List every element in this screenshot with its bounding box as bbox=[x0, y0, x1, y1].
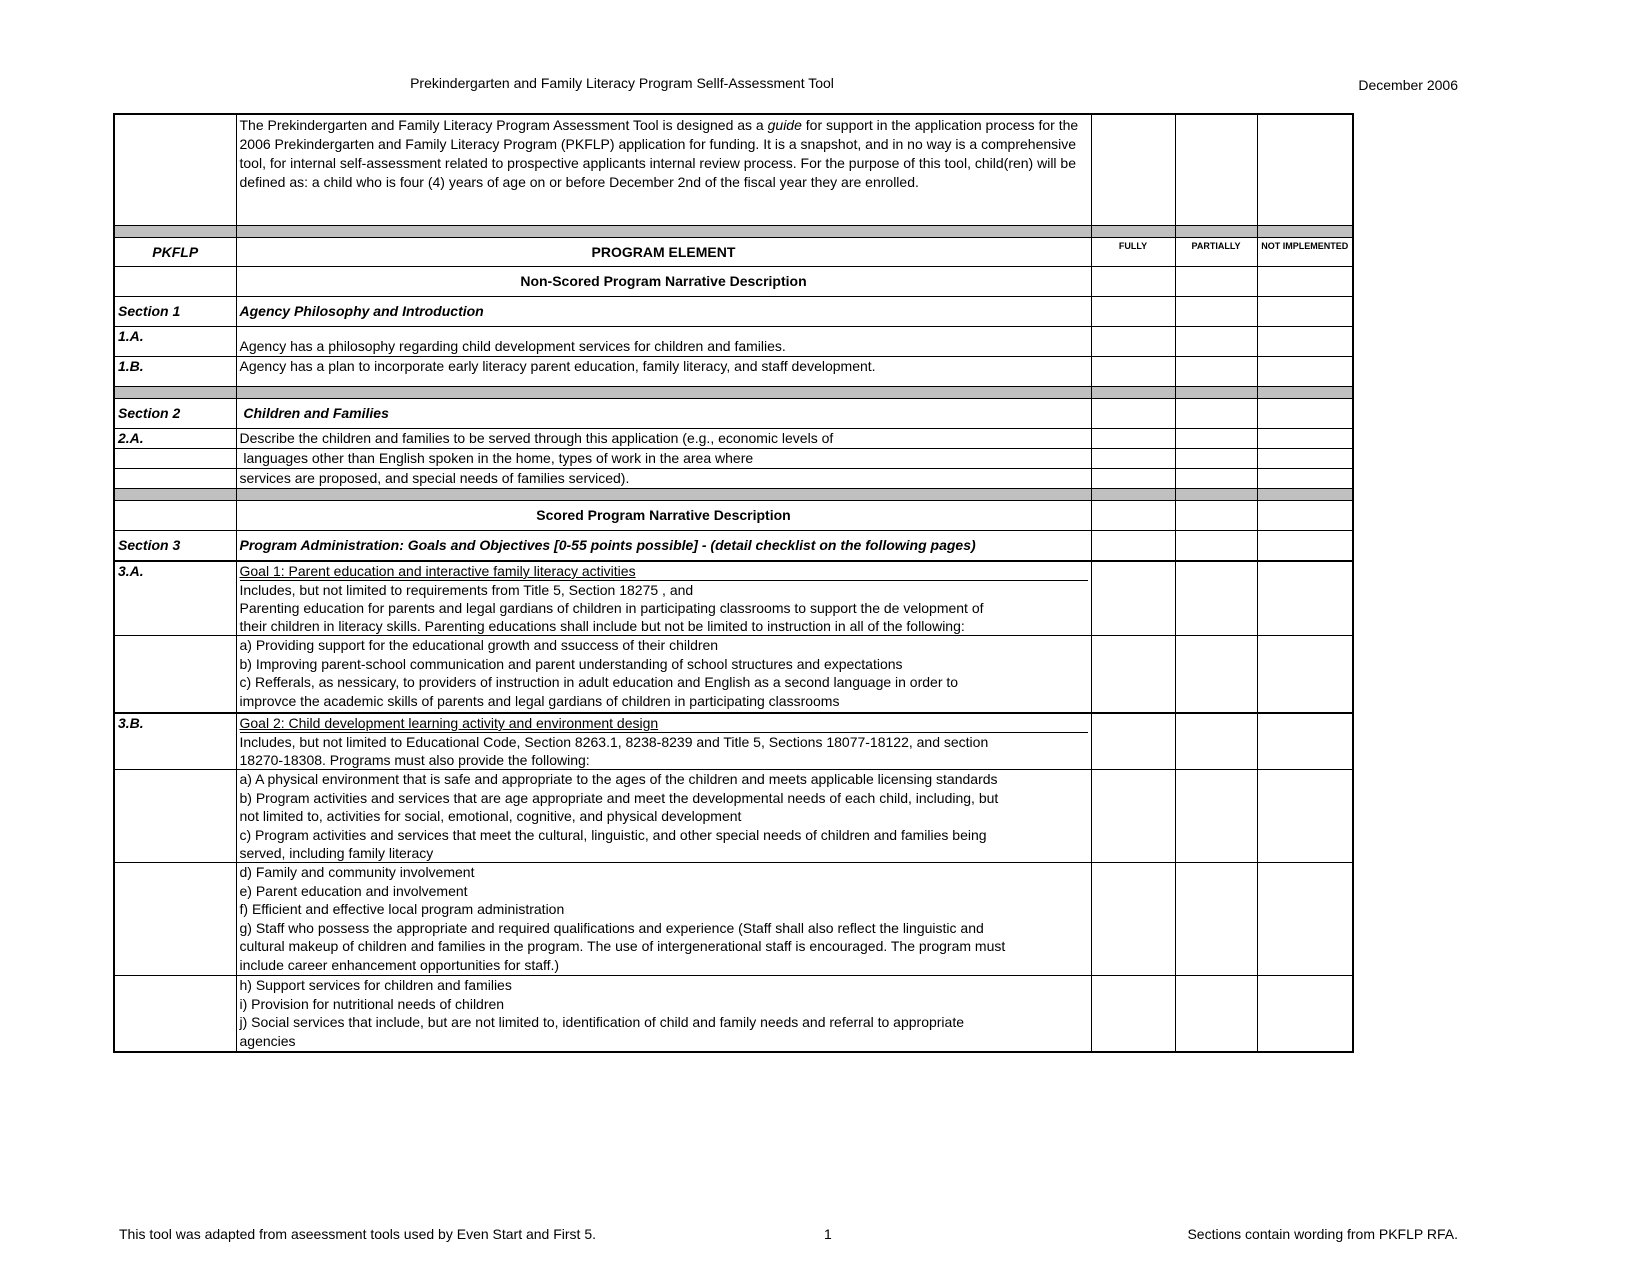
goal1-block bbox=[236, 561, 1091, 636]
goal1-line: Parenting education for parents and legal gardians of children in participating classrooms to support the de velopment of bbox=[239, 600, 984, 616]
goal2-item: include career enhancement opportunities for staff.) bbox=[239, 956, 560, 973]
row-2a-label: 2.A. bbox=[114, 429, 236, 449]
scored-heading: Scored Program Narrative Description bbox=[236, 501, 1091, 531]
gray-separator bbox=[114, 489, 1353, 501]
col-partially: PARTIALLY bbox=[1175, 238, 1257, 267]
goal1-item: c) Refferals, as nessicary, to providers of instruction in adult education and English as a second language in order to bbox=[239, 674, 959, 690]
col-program-element: PROGRAM ELEMENT bbox=[236, 238, 1091, 267]
goal2-item: f) Efficient and effective local program administration bbox=[239, 901, 565, 917]
goal2-line: 18270-18308. Programs must also provide the following: bbox=[239, 752, 590, 768]
goal2-items-abc bbox=[236, 770, 1091, 863]
goal2-item: not limited to, activities for social, emotional, cognitive, and physical development bbox=[239, 808, 742, 824]
row-3b-items bbox=[114, 976, 1353, 1053]
footer-source: Sections contain wording from PKFLP RFA. bbox=[1187, 1226, 1458, 1242]
goal2-item: cultural makeup of children and families in the program. The use of intergenerational staff is encouraged. The program must bbox=[239, 938, 1006, 954]
row-1a-text: Agency has a philosophy regarding child development services for children and families. bbox=[236, 327, 1091, 357]
row-2a-cont bbox=[114, 469, 1353, 489]
gray-separator bbox=[114, 387, 1353, 399]
page-header-date: December 2006 bbox=[1358, 77, 1458, 93]
footer-note: This tool was adapted from aseessment tools used by Even Start and First 5. bbox=[119, 1226, 597, 1242]
row-2a-line3: services are proposed, and special needs of families serviced). bbox=[236, 469, 1091, 489]
row-3a-label: 3.A. bbox=[114, 561, 236, 636]
col-pkflp: PKFLP bbox=[114, 238, 236, 267]
gray-separator bbox=[114, 226, 1353, 238]
section1-title: Agency Philosophy and Introduction bbox=[236, 297, 1091, 327]
row-3a-items bbox=[114, 636, 1353, 714]
goal2-item: g) Staff who possess the appropriate and required qualifications and experience (Staff shall also reflect the linguistic and bbox=[239, 919, 984, 936]
col-fully: FULLY bbox=[1091, 238, 1175, 267]
goal2-item: b) Program activities and services that are age appropriate and meet the developmental needs of each child, including, but bbox=[239, 789, 999, 806]
section2-row bbox=[114, 399, 1353, 429]
goal2-item: c) Program activities and services that meet the cultural, linguistic, and other special needs of children and families being bbox=[239, 826, 987, 843]
row-2a-line1: Describe the children and families to be served through this application (e.g., economic levels of bbox=[236, 429, 1091, 449]
goal2-item: h) Support services for children and families bbox=[239, 977, 512, 993]
goal2-item: agencies bbox=[239, 1032, 296, 1049]
row-3b bbox=[114, 713, 1353, 770]
page-number: 1 bbox=[824, 1226, 832, 1242]
nonscored-heading-row bbox=[114, 267, 1353, 297]
goal2-item: a) A physical environment that is safe and appropriate to the ages of the children and meets applicable licensing standards bbox=[239, 771, 998, 787]
row-3b-items bbox=[114, 770, 1353, 863]
row-2a-cont bbox=[114, 449, 1353, 469]
intro-row bbox=[114, 114, 1353, 226]
row-1a bbox=[114, 327, 1353, 357]
goal2-items-dg bbox=[236, 863, 1091, 976]
goal1-item: improvce the academic skills of parents and legal gardians of children in participating classrooms bbox=[239, 692, 840, 709]
goal2-item: j) Social services that include, but are not limited to, identification of child and family needs and referral to appropriate bbox=[239, 1014, 964, 1030]
intro-guide-word: guide bbox=[767, 117, 802, 133]
section2-label: Section 2 bbox=[114, 399, 236, 429]
row-3b-items bbox=[114, 863, 1353, 976]
goal2-item: d) Family and community involvement bbox=[239, 864, 475, 880]
section1-label: Section 1 bbox=[114, 297, 236, 327]
row-1b bbox=[114, 357, 1353, 387]
goal2-item: i) Provision for nutritional needs of children bbox=[239, 995, 505, 1012]
row-3b-label: 3.B. bbox=[114, 713, 236, 770]
row-2a-line2: languages other than English spoken in the home, types of work in the area where bbox=[236, 449, 1091, 469]
goal1-item: b) Improving parent-school communication and parent understanding of school structures and expectations bbox=[239, 655, 903, 672]
row-1a-label: 1.A. bbox=[114, 327, 236, 357]
page-header-title: Prekindergarten and Family Literacy Program Sellf-Assessment Tool bbox=[410, 75, 834, 91]
row-3a bbox=[114, 561, 1353, 636]
goal2-title: Goal 2: Child development learning activity and environment design bbox=[240, 714, 1088, 733]
row-1b-text: Agency has a plan to incorporate early literacy parent education, family literacy, and staff development. bbox=[236, 357, 1091, 387]
goal1-item: a) Providing support for the educational growth and ssuccess of their children bbox=[239, 637, 719, 653]
section1-row bbox=[114, 297, 1353, 327]
goal2-item: served, including family literacy bbox=[239, 845, 434, 861]
goal1-title: Goal 1: Parent education and interactive family literacy activities bbox=[240, 562, 1088, 581]
intro-text: The Prekindergarten and Family Literacy Program Assessment Tool is designed as a guide for support in the application process for the 2006 Prekindergarten and Family Literacy Program (PKFLP) application for funding. It is a snapshot, and in no way is a comprehensive tool, for internal self-assessment related to prospective applicants internal review process. For the purpose of this tool, child(ren) will be defined as: a child who is four (4) years of age on or before December 2nd of the fiscal year they are enrolled. bbox=[236, 114, 1091, 226]
section3-row bbox=[114, 531, 1353, 562]
scored-heading-row bbox=[114, 501, 1353, 531]
row-2a bbox=[114, 429, 1353, 449]
goal1-items bbox=[236, 636, 1091, 714]
section2-title: Children and Families bbox=[236, 399, 1091, 429]
goal1-line: their children in literacy skills. Parenting educations shall include but not be limited to instruction in all of the following: bbox=[239, 618, 965, 634]
goal2-block bbox=[236, 713, 1091, 770]
row-1b-label: 1.B. bbox=[114, 357, 236, 387]
goal2-item: e) Parent education and involvement bbox=[239, 882, 468, 899]
col-not-implemented: NOT IMPLEMENTED bbox=[1257, 238, 1353, 267]
goal2-line: Includes, but not limited to Educational Code, Section 8263.1, 8238-8239 and Title 5, Sections 18077-18122, and section bbox=[239, 734, 989, 750]
section3-label: Section 3 bbox=[114, 531, 236, 562]
column-header-row bbox=[114, 238, 1353, 267]
section3-title: Program Administration: Goals and Objectives [0-55 points possible] - (detail checklist on the following pages) bbox=[236, 531, 1091, 562]
assessment-table bbox=[113, 113, 1354, 1053]
goal2-items-hj bbox=[236, 976, 1091, 1053]
nonscored-heading: Non-Scored Program Narrative Description bbox=[236, 267, 1091, 297]
goal1-line: Includes, but not limited to requirements from Title 5, Section 18275 , and bbox=[239, 582, 694, 598]
